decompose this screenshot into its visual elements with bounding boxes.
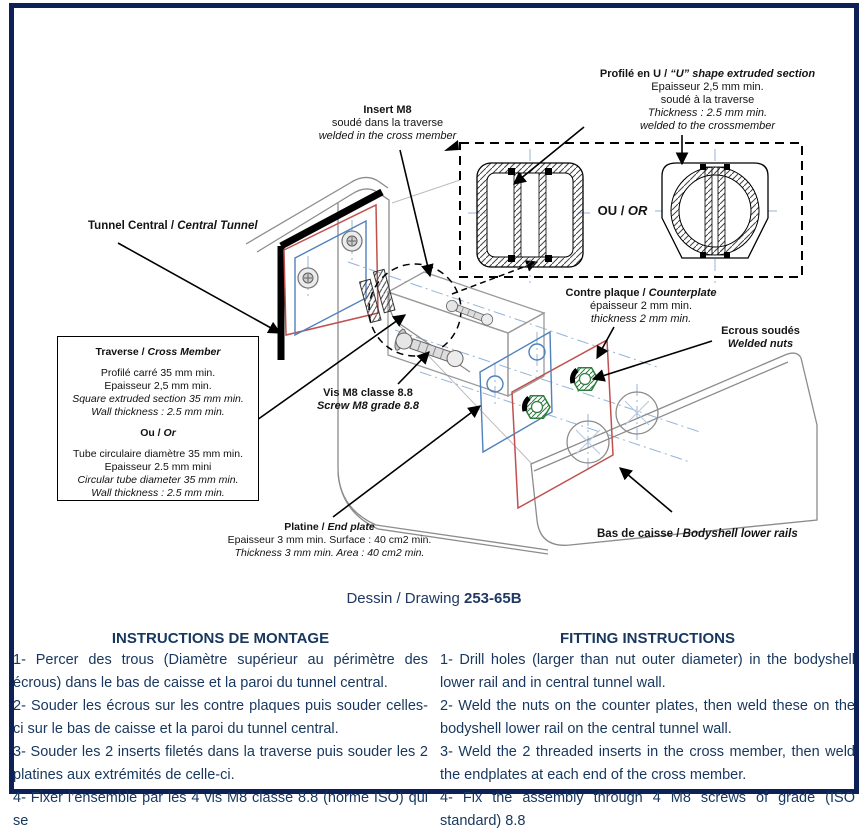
tunnel-bolt-1 bbox=[298, 268, 318, 288]
welded-nut-1 bbox=[524, 396, 550, 419]
circular-section bbox=[662, 163, 768, 258]
screw-assembly-2 bbox=[445, 299, 495, 327]
tunnel-label: Tunnel Central / Central Tunnel bbox=[88, 220, 258, 232]
instructions-english bbox=[440, 630, 855, 833]
english-step-4: 4- Fix the assembly through 4 M8 screws of grade (ISO standard) 8.8 bbox=[440, 790, 855, 829]
screw-label: Vis M8 classe 8.8 Screw M8 grade 8.8 bbox=[316, 387, 420, 412]
french-step-2: 2- Souder les écrous sur les contre plaques puis souder celles-ci sur le bas de caisse et la paroi du tunnel central. bbox=[13, 698, 428, 737]
counterplate-label: Contre plaque / Counterplate épaisseur 2 mm min. thickness 2 mm min. bbox=[565, 287, 717, 325]
tunnel-bolt-2 bbox=[342, 231, 362, 251]
bodyshell-label: Bas de caisse / Bodyshell lower rails bbox=[597, 528, 798, 540]
english-instructions-title: FITTING INSTRUCTIONS bbox=[560, 630, 735, 647]
english-step-1: 1- Drill holes (larger than nut outer diameter) in the bodyshell lower rail and in central tunnel wall. bbox=[440, 652, 855, 691]
french-instructions-title: INSTRUCTIONS DE MONTAGE bbox=[111, 630, 330, 647]
square-section bbox=[477, 163, 583, 267]
insert-label: Insert M8 soudé dans la traverse welded in the cross member bbox=[318, 104, 457, 142]
screw-assembly-1 bbox=[393, 328, 466, 372]
english-step-3: 3- Weld the 2 threaded inserts in the cross member, then weld the endplates at each end of the cross member. bbox=[440, 744, 855, 783]
end-plate-label: Platine / End plate Epaisseur 3 mm min. Surface : 40 cm2 min. Thickness 3 mm min. Area : 40 cm2 min. bbox=[227, 521, 432, 559]
welded-nuts-label: Ecrous soudés Welded nuts bbox=[721, 325, 800, 350]
drawing-number: 253-65B bbox=[464, 590, 522, 607]
cross-member bbox=[388, 272, 544, 396]
drawing-caption: Dessin / Drawing 253-65B bbox=[346, 590, 522, 607]
french-step-3: 3- Souder les 2 inserts filetés dans la traverse puis souder les 2 platines aux extrémités de celle-ci. bbox=[13, 744, 428, 783]
french-step-4: 4- Fixer l’ensemble par les 4 vis M8 classe 8.8 (norme ISO) qui se bbox=[13, 790, 428, 829]
u-profile-label: Profilé en U / “U” shape extruded section Epaisseur 2,5 mm min. soudé à la traverse Thickness : 2.5 mm min. welded to the crossmember bbox=[599, 68, 816, 132]
cross-member-spec-box: Traverse / Cross Member Profilé carré 35 mm min. Epaisseur 2,5 mm min. Square extruded section 35 mm min. Wall thickness : 2.5 mm min. Ou / Or Tube circulaire diamètre 35 mm min. Epaisseur 2.5 mm mini Circular tube diameter 35 mm min. Wall thickness : 2.5 mm min. bbox=[57, 336, 259, 501]
english-step-2: 2- Weld the nuts on the counter plates, then weld these on the bodyshell lower rail on the central tunnel wall. bbox=[440, 698, 855, 737]
instructions-section bbox=[13, 630, 855, 833]
instructions-french bbox=[13, 630, 428, 833]
ou-or-label: OU / OR bbox=[597, 203, 648, 218]
french-step-1: 1- Percer des trous (Diamètre supérieur au périmètre des écrous) dans le bas de caisse et la paroi du tunnel central. bbox=[13, 652, 428, 691]
